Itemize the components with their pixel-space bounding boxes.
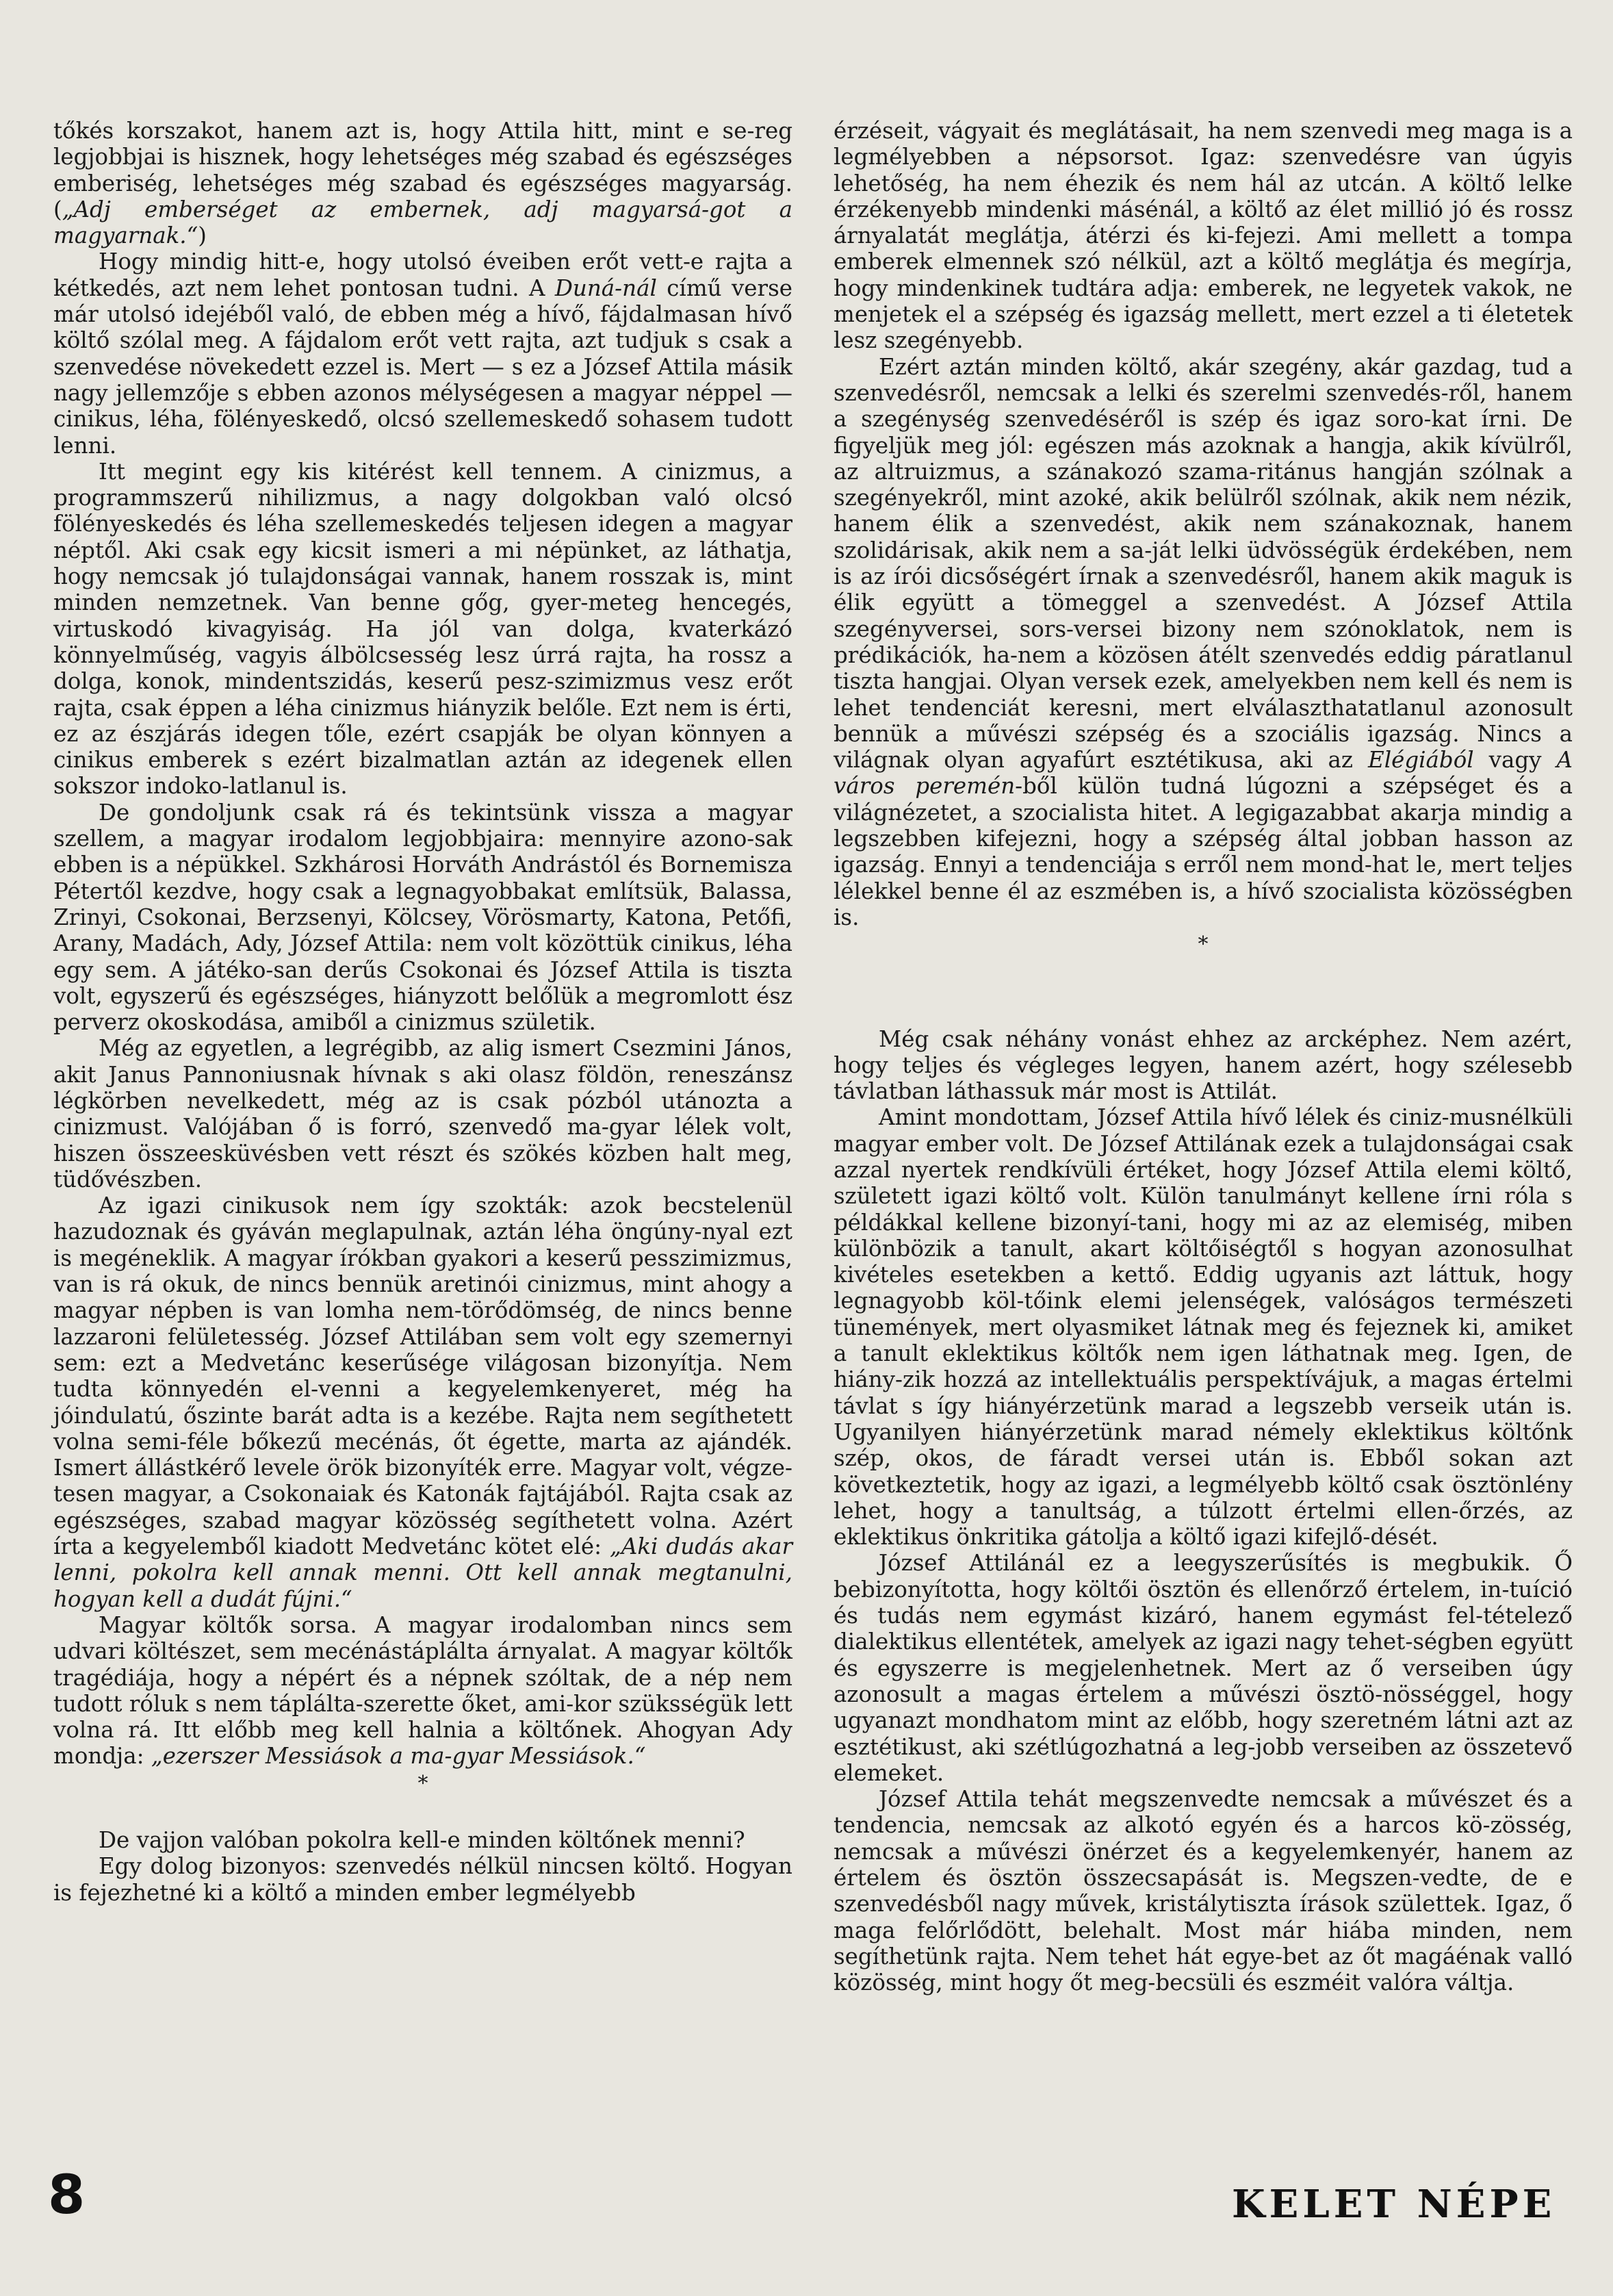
paragraph: Ezért aztán minden költő, akár szegény, akár gazdag, tud a szenvedésről, nemcsak a lelki és szerelmi szenvedés-ről, hanem a szegénység szenvedéséről is szép és igaz soro-kat írni. De figyeljük meg jól: egészen más azoknak a hangja, akik kívülről, az altruizmus, a szánakozó szama-ritánus hangján szólnak a szegényekről, mint azoké, akik belülről szólnak, akik nem nézik, hanem élik a szenvedést, akik nem szánakoznak, hanem szolidárisak, akik nem a sa-ját lelki üdvösségük érdekében, nem is az írói dicsőségért írnak a szenvedésről, hanem akik maguk is élik együtt a tömeggel a szenvedést. A József Attila szegényversei, sors-versei bizony nem szónoklatok, nem is prédikációk, ha-nem a közösen átélt szenvedés eddig páratlanul tiszta hangjai. Olyan versek ezek, amelyekben nem kell és nem is lehet tendenciát keresni, mert elválaszthatatlanul azonosult bennük a művészi szépség és a szociális igazság. Nincs a világnak olyan agyafúrt esztétikusa, aki az Elégiából vagy A város peremén-ből külön tudná lúgozni a szépséget és a világnézetet, a szocialista hitet. A legigazabbat akarja mindig a legszebben kifejezni, hogy a szépség által jobban hasson az igazság. Ennyi a tendenciája s erről nem mond-hat le, mert teljes lélekkel benne él az eszmében is, a hívő szocialista közösségben is. xyxy=(834,353,1573,930)
paragraph: Még az egyetlen, a legrégibb, az alig ismert Csezmini János, akit Janus Pannoniusnak hívnak s aki olasz földön, reneszánsz légkörben nevelkedett, még az is csak pózból utánozta a cinizmust. Valójában ő is forró, szenvedő ma-gyar lélek volt, hiszen összeesküvésben vett részt és szökés közben halt meg, tüdővészben. xyxy=(53,1035,792,1192)
paragraph: érzéseit, vágyait és meglátásait, ha nem szenvedi meg maga is a legmélyebben a népsorsot. Igaz: szenvedésre van úgyis lehetőség, ha nem éhezik és nem hál az utcán. A költő lelke érzékenyebb mindenki másénál, a költő az élet millió jó és rossz árnyalatát meglátja, átérzi és ki-fejezi. Ami mellett a tompa emberek elmennek szó nélkül, azt a költő meglátja és megírja, hogy mindenkinek tudtára adja: emberek, ne legyetek vakok, ne menjetek el a szépség és igazság mellett, mert ezzel a ti életetek lesz szegényebb. xyxy=(834,118,1573,354)
left-column xyxy=(53,118,792,1906)
paragraph: Magyar költők sorsa. A magyar irodalomban nincs sem udvari költészet, sem mecénástáplálta árnyalat. A magyar költők tragédiája, hogy a népért és a népnek szóltak, de a nép nem tudott róluk s nem táplálta-szerette őket, ami-kor szüksségük lett volna rá. Itt előbb meg kell halnia a költőnek. Ahogyan Ady mondja: „ezerszer Messiások a ma-gyar Messiások.“ xyxy=(53,1611,792,1770)
paragraph: József Attilánál ez a leegyszerűsítés is megbukik. Ő bebizonyította, hogy költői ösztön és ellenőrző értelem, in-tuíció és tudás nem egymást kizáró, hanem egymást fel-tételező dialektikus ellentétek, amelyek az igazi nagy tehet-ségben együtt és egyszerre is megjelenhetnek. Mert az ő verseiben úgy azonosult a magas értelem a művészi ösztö-nösséggel, hogy ugyanazt mondhatom mint az előbb, hogy szeretném látni azt az esztétikust, aki szétlúgozhatná a leg-jobb verseiben az összetevő elemeket. xyxy=(834,1550,1573,1786)
paragraph: Hogy mindig hitt-e, hogy utolsó éveiben erőt vett-e rajta a kétkedés, azt nem lehet pontosan tudni. A Duná-nál című verse már utolsó idejéből való, de ebben még a hívő, fájdalmasan hívő költő szólal meg. A fájdalom erőt vett rajta, azt tudjuk s csak a szenvedése növekedett ezzel is. Mert — s ez a József Attila másik nagy jellemzője s ebben azonos mélységesen a magyar néppel — cinikus, léha, fölényeskedő, olcsó szellemeskedő sohasem tudott lenni. xyxy=(53,248,792,459)
paragraph: Amint mondottam, József Attila hívő lélek és ciniz-musnélküli magyar ember volt. De József Attilának ezek a tulajdonságai csak azzal nyertek rendkívüli értéket, hogy József Attila elemi költő, született igazi költő volt. Külön tanulmányt kellene írni róla s példákkal kellene bizonyí-tani, hogy mi az az elemiség, miben különbözik a tanult, akart költőiségtől s hogyan azonosulhat kivételes esetekben a kettő. Eddig ugyanis azt láttuk, hogy legnagyobb köl-tőink elemi jelenségek, valóságos természeti tünemények, mert olyasmiket látnak meg és fejeznek ki, amiket a tanult eklektikus költők nem igen láthatnak meg. Igen, de hiány-zik hozzá az intellektuális perspektívájuk, a magas értelmi távlat s így hiányérzetünk marad a legszebb verseik után is. Ugyanilyen hiányérzetünk marad némely eklektikus költőnk szép, okos, de fáradt versei után is. Ebből sokan azt következtetik, hogy az igazi, a legmélyebb költő csak ösztönlény lehet, hogy a tanultság, a túlzott értelmi ellen-őrzés, az eklektikus önkritika gátolja a költő igazi kifejlő-dését. xyxy=(834,1104,1573,1551)
paragraph: József Attila tehát megszenvedte nemcsak a művészet és a tendencia, nemcsak az alkotó egyén és a harcos kö-zösség, nemcsak a művészi önérzet és a kegyelemkenyér, hanem az értelem és ösztön összecsapását is. Megszen-vedte, de e szenvedésből nagy művek, kristálytiszta írások születtek. Igaz, ő maga felőrlődött, belehalt. Most már hiába minden, nem segíthetünk rajta. Nem tehet hát egye-bet az őt magáénak valló közösség, mint hogy őt meg-becsüli és eszméit valóra váltja. xyxy=(834,1786,1573,1996)
paragraph: Egy dolog bizonyos: szenvedés nélkül nincsen költő. Hogyan is fejezhetné ki a költő a minden ember legmélyebb xyxy=(53,1853,792,1906)
paragraph: De vajjon valóban pokolra kell-e minden költőnek menni? xyxy=(99,1827,745,1853)
spacer xyxy=(53,1800,792,1827)
page-number: 8 xyxy=(48,2165,86,2226)
section-separator: * xyxy=(417,1771,428,1796)
right-column xyxy=(834,118,1573,1995)
paragraph: Még csak néhány vonást ehhez az arcképhez. Nem azért, hogy teljes és végleges legyen, hanem azért, hogy szélesebb távlatban láthassuk már most is Attilát. xyxy=(834,1025,1573,1105)
magazine-title: KELET NÉPE xyxy=(1232,2182,1556,2227)
paragraph: Az igazi cinikusok nem így szokták: azok becstelenül hazudoznak és gyáván meglapulnak, aztán léha öngúny-nyal ezt is megéneklik. A magyar írókban gyakori a keserű pesszimizmus, van is rá okuk, de nincs bennük aretinói cinizmus, mint ahogy a magyar népben is van lomha nem-törődömség, de nincs benne lazzaroni felületesség. József Attilában sem volt egy szemernyi sem: ezt a Medvetánc keserűsége világosan bizonyítja. Nem tudta könnyedén el-venni a kegyelemkenyeret, még ha jóindulatú, őszinte barát adta is a kezébe. Rajta nem segíthetett volna semi-féle bőkezű mecénás, őt égette, marta az ajándék. Ismert állástkérő levele örök bizonyíték erre. Magyar volt, végze-tesen magyar, a Csokonaiak és Katonák fajtájából. Rajta csak az egészséges, szabad magyar közösség segíthetett volna. Azért írta a kegyelemből kiadott Medvetánc kötet elé: „Aki dudás akar lenni, pokolra kell annak menni. Ott kell annak megtanulni, hogyan kell a dudát fújni.“ xyxy=(53,1192,792,1612)
paragraph: De gondoljunk csak rá és tekintsünk vissza a magyar szellem, a magyar irodalom legjobbjaira: mennyire azono-sak ebben is a népükkel. Szkhárosi Horváth Andrástól és Bornemisza Pétertől kezdve, hogy csak a legnagyobbakat említsük, Balassa, Zrinyi, Csokonai, Berzsenyi, Kölcsey, Vörösmarty, Katona, Petőfi, Arany, Madách, Ady, József Attila: nem volt közöttük cinikus, léha egy sem. A játéko-san derűs Csokonai és József Attila is tiszta volt, egyszerű és egészséges, hiányzott belőlük a megromlott ész perverz okoskodása, amiből a cinizmus születik. xyxy=(53,799,792,1036)
paragraph: tőkés korszakot, hanem azt is, hogy Attila hitt, mint e se-reg legjobbjai is hisznek, hogy lehetséges még szabad és egészséges emberiség, lehetséges még szabad és egészséges magyarság. („Adj emberséget az embernek, adj magyarsá-got a magyarnak.“) xyxy=(53,118,792,249)
section-separator: * xyxy=(1198,932,1209,957)
spacer xyxy=(834,961,1573,1026)
paragraph: Itt megint egy kis kitérést kell tennem. A cinizmus, a programmszerű nihilizmus, a nagy dolgokban való olcsó fölényeskedés és léha szellemeskedés teljesen idegen a magyar néptől. Aki csak egy kicsit ismeri a mi népünket, az láthatja, hogy nemcsak jó tulajdonságai vannak, hanem rosszak is, mint minden nemzetnek. Van benne gőg, gyer-meteg hencegés, virtuskodó kivagyiság. Ha jól van dolga, kvaterkázó könnyelműség, vagyis álbölcsesség lesz úrrá rajta, ha rossz a dolga, konok, mindentszidás, keserű pesz-szimizmus vesz erőt rajta, csak éppen a léha cinizmus hiányzik belőle. Ezt nem is érti, ez az észjárás idegen tőle, ezért csapják be olyan könnyen a cinikus emberek s ezért bizalmatlan aztán az idegenek ellen sokszor indoko-latlanul is. xyxy=(53,458,792,800)
